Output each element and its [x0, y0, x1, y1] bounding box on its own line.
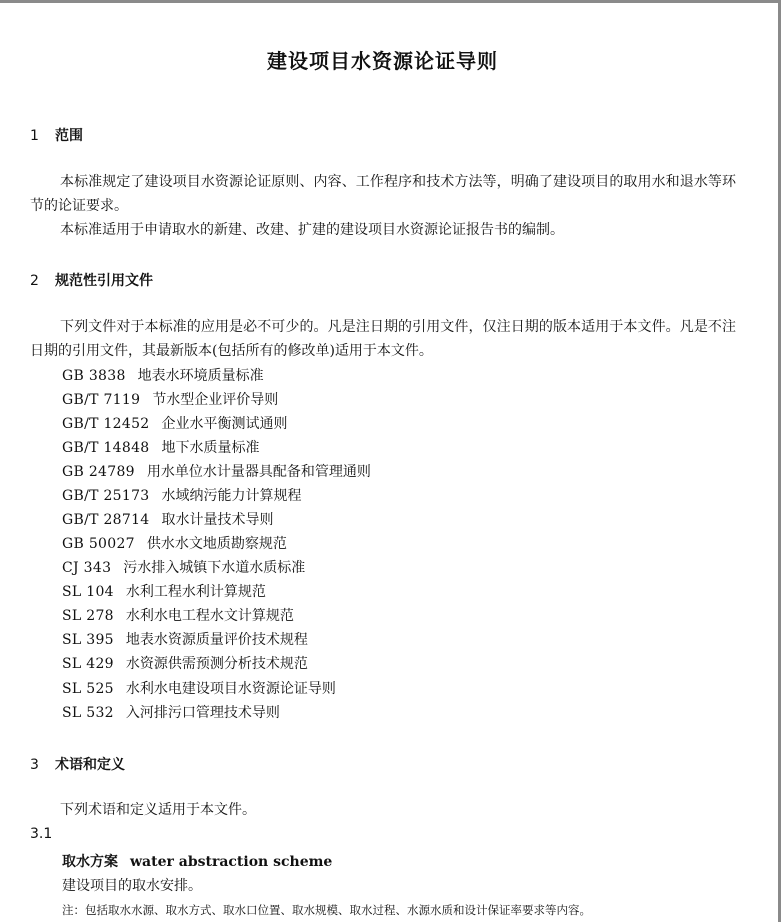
reference-title: 地下水质量标准 [161, 440, 260, 456]
reference-item [62, 438, 260, 458]
subsection-number: 3.1 [30, 826, 53, 842]
term-definition: 建设项目的取水安排。 [62, 878, 202, 894]
term-note: 注：包括取水水源、取水方式、取水口位置、取水规模、取水过程、水源水质和设计保证率要求等内容。 [62, 903, 591, 917]
reference-item [62, 390, 278, 410]
reference-code: CJ 343 [62, 560, 112, 576]
reference-code: SL 532 [62, 705, 114, 721]
reference-item [62, 486, 302, 506]
term-english: water abstraction scheme [130, 854, 333, 870]
reference-title: 水资源供需预测分析技术规范 [125, 656, 308, 672]
reference-code: GB/T 25173 [62, 488, 150, 504]
reference-item [62, 366, 264, 386]
reference-title: 污水排入城镇下水道水质标准 [123, 560, 306, 576]
reference-title: 企业水平衡测试通则 [161, 416, 288, 432]
section-number: 2 [30, 273, 39, 289]
reference-code: GB/T 7119 [62, 392, 141, 408]
reference-title: 入河排污口管理技术导则 [125, 705, 280, 721]
reference-item [62, 414, 288, 434]
reference-title: 供水水文地质勘察规范 [146, 536, 287, 552]
term-chinese: 取水方案 [62, 854, 118, 870]
section-title: 范围 [55, 128, 83, 144]
document-title: 建设项目水资源论证导则 [267, 49, 498, 73]
reference-code: SL 104 [62, 584, 114, 600]
reference-code: GB/T 28714 [62, 512, 150, 528]
reference-item [62, 582, 266, 602]
reference-title: 水域纳污能力计算规程 [161, 488, 302, 504]
section-number: 3 [30, 757, 39, 773]
reference-item [62, 534, 287, 554]
reference-item [62, 630, 308, 650]
reference-item [62, 679, 336, 699]
reference-code: GB/T 12452 [62, 416, 150, 432]
section-3-heading [30, 754, 125, 774]
reference-title: 地表水环境质量标准 [137, 368, 264, 384]
section-2-heading [30, 270, 153, 290]
reference-code: GB 50027 [62, 536, 135, 552]
section-1-heading [30, 125, 83, 145]
reference-title: 水利水电建设项目水资源论证导则 [125, 681, 336, 697]
reference-code: GB 24789 [62, 464, 135, 480]
reference-code: SL 525 [62, 681, 114, 697]
section-title: 术语和定义 [55, 757, 125, 773]
reference-code: SL 278 [62, 608, 114, 624]
reference-item [62, 703, 280, 723]
reference-code: SL 395 [62, 632, 114, 648]
reference-item [62, 606, 294, 626]
reference-item [62, 558, 305, 578]
reference-item [62, 510, 274, 530]
section-1-paragraph-2: 本标准适用于申请取水的新建、改建、扩建的建设项目水资源论证报告书的编制。 [60, 222, 564, 238]
reference-title: 用水单位水计量器具配备和管理通则 [146, 464, 371, 480]
term-entry [62, 851, 332, 871]
section-title: 规范性引用文件 [55, 273, 153, 289]
reference-code: GB/T 14848 [62, 440, 150, 456]
reference-title: 节水型企业评价导则 [152, 392, 279, 408]
top-border [0, 0, 781, 3]
reference-title: 水利水电工程水文计算规范 [125, 608, 294, 624]
reference-title: 水利工程水利计算规范 [125, 584, 266, 600]
reference-code: GB 3838 [62, 368, 126, 384]
reference-title: 地表水资源质量评价技术规程 [125, 632, 308, 648]
section-3-intro: 下列术语和定义适用于本文件。 [60, 802, 256, 818]
section-2-intro: 下列文件对于本标准的应用是必不可少的。凡是注日期的引用文件，仅注日期的版本适用于本文件。凡是不注日期的引用文件，其最新版本(包括所有的修改单)适用于本文件。 [30, 319, 736, 359]
reference-item [62, 654, 308, 674]
reference-item [62, 462, 371, 482]
reference-code: SL 429 [62, 656, 114, 672]
section-1-paragraph-1: 本标准规定了建设项目水资源论证原则、内容、工作程序和技术方法等，明确了建设项目的取用水和退水等环节的论证要求。 [30, 174, 736, 214]
section-number: 1 [30, 128, 39, 144]
reference-title: 取水计量技术导则 [161, 512, 274, 528]
